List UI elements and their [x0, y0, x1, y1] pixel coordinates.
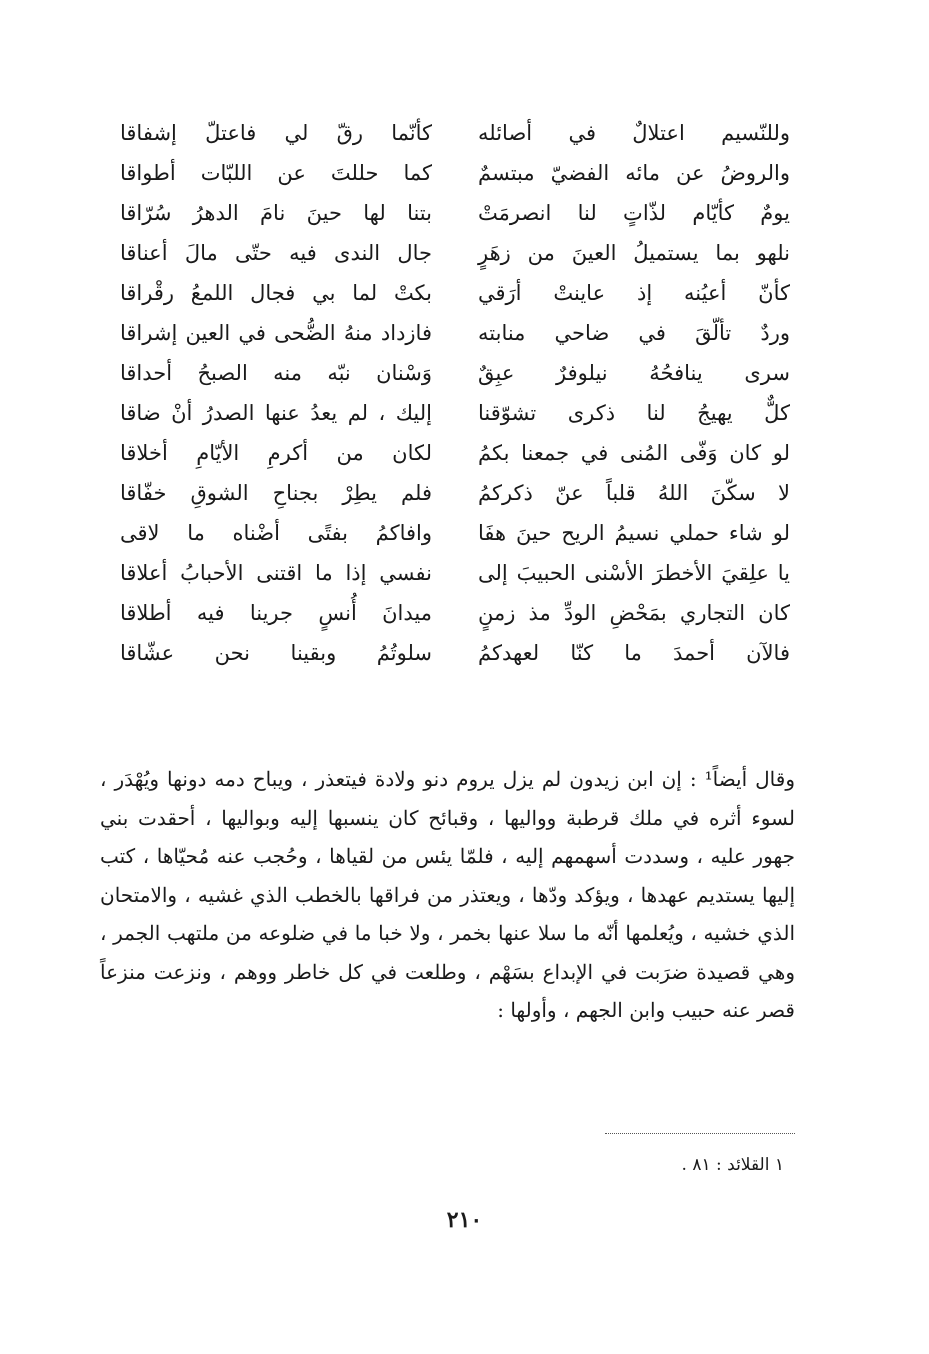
- poem-verse: [120, 633, 790, 673]
- verse-second-hemistich: سلوتُمُ وبقينا نحن عشّاقا: [120, 641, 432, 665]
- verse-first-hemistich: كلٌّ يهيجُ لنا ذكرى تشوّقنا: [478, 401, 790, 425]
- verse-first-hemistich: وللنّسيم اعتلالٌ في أصائله: [478, 121, 790, 145]
- verse-second-hemistich: إليك ، لم يعدُ عنها الصدرُ أنْ ضاقا: [120, 401, 432, 425]
- poem-verse: [120, 553, 790, 593]
- verse-first-hemistich: لا سكّنَ اللهُ قلباً عنّ ذكركمُ: [478, 481, 790, 505]
- poem-verse: [120, 593, 790, 633]
- verse-first-hemistich: نلهو بما يستميلُ العينَ من زهَرٍ: [478, 241, 790, 265]
- footnote: ١ القلائد : ٨١ .: [681, 1155, 784, 1175]
- verse-first-hemistich: سرى ينافحُهُ نيلوفرٌ عبِقٌ: [478, 361, 790, 385]
- verse-second-hemistich: فلم يطِرْ بجناحِ الشوقِ خفّاقا: [120, 481, 432, 505]
- poem-verse: [120, 153, 790, 193]
- poem-verse: [120, 473, 790, 513]
- verse-second-hemistich: كما حللتَ عن اللبّات أطواقا: [120, 161, 432, 185]
- poem-verse: [120, 353, 790, 393]
- verse-second-hemistich: جال الندى فيه حتّى مالَ أعناقا: [120, 241, 432, 265]
- verse-first-hemistich: والروضُ عن مائه الفضيّ مبتسمٌ: [478, 161, 790, 185]
- verse-second-hemistich: فازداد منهُ الضُّحى في العين إشراقا: [120, 321, 432, 345]
- verse-first-hemistich: كان التجاري بمَحْضِ الودِّ مذ زمنٍ: [478, 601, 790, 625]
- verse-second-hemistich: كأنّما رقّ لي فاعتلّ إشفاقا: [120, 121, 432, 145]
- poem-verse: [120, 513, 790, 553]
- prose-paragraph: وقال أيضاً¹ : إن ابن زيدون لم يزل يروم دنو ولادة فيتعذر ، ويباح دمه دونها ويُهْدَر ، لسوء أثره في ملك قرطبة وواليها ، وقبائح كان ينسبها إليه وبواليها ، أحقدت بني جهور عليه ، وسددت أسهمهم إليه ، فلمّا يئس من لقياها ، وحُجب عنه مُحيّاها ، كتب إليها يستديم عهدها ، ويؤكد ودّها ، ويعتذر من فراقها بالخطب الذي غشيه ، والامتحان الذي خشيه ، ويُعلمها أنّه ما سلا عنها بخمر ، ولا خبا ما في ضلوعه من ملتهب الجمر ، وهي قصيدة ضرَبت في الإبداع بسَهْم ، وطلعت في كل خاطر ووهم ، ونزعت منزعاً قصر عنه حبيب وابن الجهم ، وأولها :: [100, 767, 795, 1022]
- verse-first-hemistich: لو كان وَفّى المُنى في جمعنا بكمُ: [478, 441, 790, 465]
- verse-second-hemistich: وافاكمُ بفتًى أضْناه ما لاقى: [120, 521, 432, 545]
- verse-first-hemistich: كأنّ أعيُنه إذ عاينتْ أرَقي: [478, 281, 790, 305]
- poem-verse: [120, 313, 790, 353]
- poem-block: [120, 113, 790, 673]
- verse-first-hemistich: يومٌ كأيّام لذّاتٍ لنا انصرمَتْ: [478, 201, 790, 225]
- poem-verse: [120, 273, 790, 313]
- verse-second-hemistich: بتنا لها حينَ نامَ الدهرُ سُرّاقا: [120, 201, 432, 225]
- verse-first-hemistich: فالآن أحمدَ ما كنّا لعهدكمُ: [478, 641, 790, 665]
- verse-second-hemistich: نفسي إذا ما اقتنى الأحبابُ أعلاقا: [120, 561, 432, 585]
- verse-second-hemistich: بكتْ لما بي فجال اللمعُ رقْراقا: [120, 281, 432, 305]
- poem-verse: [120, 233, 790, 273]
- poem-verse: [120, 393, 790, 433]
- verse-second-hemistich: ميدانَ أُنسٍ جرينا فيه أطلاقا: [120, 601, 432, 625]
- poem-verse: [120, 193, 790, 233]
- verse-first-hemistich: وردٌ تألّقَ في ضاحي منابته: [478, 321, 790, 345]
- verse-second-hemistich: لكان من أكرمِ الأيّامِ أخلاقا: [120, 441, 432, 465]
- poem-verse: [120, 433, 790, 473]
- page-number: ٢١٠: [446, 1207, 483, 1233]
- poem-verse: [120, 113, 790, 153]
- verse-second-hemistich: وَسْنان نبّه منه الصبحُ أحداقا: [120, 361, 432, 385]
- verse-first-hemistich: لو شاء حملي نسيمُ الريح حينَ هفَا: [478, 521, 790, 545]
- footnote-divider: [605, 1133, 795, 1134]
- verse-first-hemistich: يا علِقيَ الأخطرَ الأسْنى الحبيبَ إلى: [478, 561, 790, 585]
